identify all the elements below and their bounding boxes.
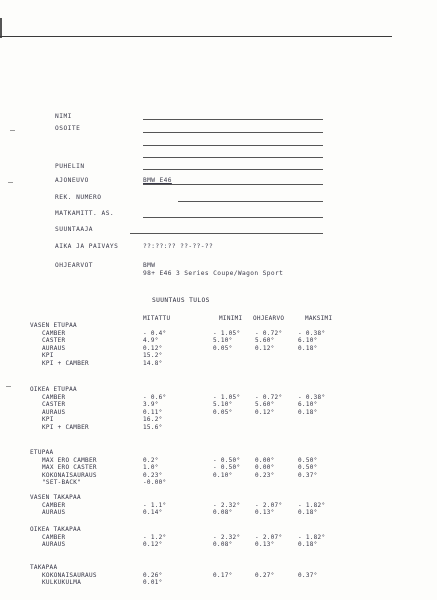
- field-puhelin[interactable]: [143, 169, 323, 170]
- field-osoite-1[interactable]: [143, 132, 323, 133]
- row-value: -0.00°: [143, 479, 167, 487]
- results-title: SUUNTAUS TULOS: [152, 297, 210, 304]
- row-label: KOKONAISAURAUS: [42, 571, 97, 579]
- row-value: 0.2°: [143, 456, 159, 464]
- margin-mark: [6, 386, 11, 387]
- value-ohje-line1: BMW: [143, 262, 156, 269]
- row-value: 0.13°: [255, 541, 275, 549]
- label-nimi: NIMI: [55, 113, 72, 120]
- field-osoite-2[interactable]: [143, 145, 323, 146]
- label-ajoneuvo: AJONEUVO: [55, 177, 89, 184]
- label-osoite: OSOITE: [55, 125, 81, 132]
- header-rule: [0, 36, 392, 37]
- row-value: 0.05°: [213, 344, 233, 352]
- row-label: CAMBER: [42, 533, 66, 541]
- row-value: 0.37°: [298, 471, 318, 479]
- row-value: - 1.1°: [143, 501, 167, 509]
- row-value: - 0.6°: [143, 393, 167, 401]
- row-value: - 1.05°: [213, 329, 241, 337]
- row-value: 0.50°: [298, 464, 318, 472]
- row-label: CAMBER: [42, 501, 66, 509]
- row-label: CASTER: [42, 337, 66, 345]
- row-value: 0.05°: [213, 408, 233, 416]
- row-value: - 0.50°: [213, 464, 241, 472]
- label-puhelin: PUHELIN: [55, 163, 85, 170]
- row-value: 0.18°: [298, 408, 318, 416]
- value-ajoneuvo: BMW E46: [143, 177, 172, 184]
- row-value: 0.18°: [298, 509, 318, 517]
- row-value: 0.00°: [255, 464, 275, 472]
- row-value: - 0.38°: [298, 329, 326, 337]
- label-ohjearvot: OHJEARVOT: [55, 262, 94, 269]
- row-value: 0.37°: [298, 571, 318, 579]
- section-heading: TAKAPAA: [30, 564, 58, 571]
- section-heading: VASEN ETUPAA: [30, 322, 77, 329]
- row-value: - 2.07°: [255, 533, 283, 541]
- column-header: MITATTU: [143, 315, 171, 322]
- row-value: 3.9°: [143, 401, 159, 409]
- row-label: AURAUS: [42, 408, 66, 416]
- row-value: - 1.2°: [143, 533, 167, 541]
- row-label: CAMBER: [42, 329, 66, 337]
- row-value: 1.0°: [143, 464, 159, 472]
- row-value: 0.18°: [298, 344, 318, 352]
- row-value: 15.6°: [143, 424, 163, 431]
- row-value: 6.10°: [298, 337, 318, 345]
- row-label: AURAUS: [42, 541, 66, 549]
- row-value: - 0.72°: [255, 393, 283, 401]
- column-header: MINIMI: [219, 315, 243, 322]
- value-aika: ??:??:?? ??-??-??: [143, 243, 214, 250]
- row-value: - 1.82°: [298, 533, 326, 541]
- field-rek[interactable]: [178, 201, 323, 202]
- row-value: 0.12°: [255, 408, 275, 416]
- row-value: 0.10°: [213, 471, 233, 479]
- row-label: KPI + CAMBER: [42, 424, 89, 431]
- row-value: - 1.05°: [213, 393, 241, 401]
- row-value: 0.23°: [255, 471, 275, 479]
- row-value: - 0.4°: [143, 329, 167, 337]
- column-header: OHJEARVO: [253, 315, 285, 322]
- row-label: KPI: [42, 416, 54, 424]
- row-label: MAX ERO CASTER: [42, 464, 97, 472]
- row-value: 0.08°: [213, 509, 233, 517]
- label-suuntaaja: SUUNTAAJA: [55, 226, 94, 233]
- row-value: 0.00°: [255, 456, 275, 464]
- row-label: AURAUS: [42, 509, 66, 517]
- row-value: 5.10°: [213, 401, 233, 409]
- row-label: CASTER: [42, 401, 66, 409]
- section-heading: ETUPAA: [30, 449, 54, 456]
- row-value: 0.12°: [143, 541, 163, 549]
- margin-mark: [10, 130, 15, 131]
- row-value: 0.18°: [298, 541, 318, 549]
- row-value: 0.12°: [143, 344, 163, 352]
- row-value: - 2.07°: [255, 501, 283, 509]
- row-value: 5.60°: [255, 337, 275, 345]
- row-value: 15.2°: [143, 352, 163, 360]
- row-value: - 0.50°: [213, 456, 241, 464]
- row-label: KULKUKULMA: [42, 579, 82, 587]
- row-value: - 0.38°: [298, 393, 326, 401]
- row-value: 0.01°: [143, 579, 163, 587]
- row-label: KPI: [42, 352, 54, 360]
- row-value: 0.13°: [255, 509, 275, 517]
- row-value: 6.10°: [298, 401, 318, 409]
- row-value: 0.23°: [143, 471, 163, 479]
- field-nimi[interactable]: [143, 119, 323, 120]
- field-osoite-3[interactable]: [143, 157, 323, 158]
- row-value: 4.9°: [143, 337, 159, 345]
- row-label: "SET-BACK": [42, 479, 82, 487]
- row-value: 0.17°: [213, 571, 233, 579]
- row-value: - 2.32°: [213, 501, 241, 509]
- section-heading: OIKEA TAKAPAA: [30, 526, 81, 533]
- page-edge-mark: [0, 18, 2, 38]
- section-heading: VASEN TAKAPAA: [30, 494, 81, 501]
- margin-mark: [8, 182, 13, 183]
- row-value: 0.08°: [213, 541, 233, 549]
- row-label: KOKONAISAURAUS: [42, 471, 97, 479]
- row-value: 5.10°: [213, 337, 233, 345]
- section-heading: OIKEA ETUPAA: [30, 386, 77, 393]
- row-value: 14.8°: [143, 360, 163, 367]
- column-header: MAKSIMI: [305, 315, 333, 322]
- row-value: - 2.32°: [213, 533, 241, 541]
- row-label: MAX ERO CAMBER: [42, 456, 97, 464]
- row-value: 0.50°: [298, 456, 318, 464]
- field-matka[interactable]: [143, 217, 323, 218]
- label-matka: MATKAMITT. AS.: [55, 210, 115, 217]
- row-label: CAMBER: [42, 393, 66, 401]
- label-rek: REK. NUMERO: [55, 194, 102, 201]
- row-label: KPI + CAMBER: [42, 360, 89, 367]
- field-ajoneuvo[interactable]: [143, 184, 323, 185]
- row-value: - 1.82°: [298, 501, 326, 509]
- row-value: 0.27°: [255, 571, 275, 579]
- row-value: 0.11°: [143, 408, 163, 416]
- row-value: 0.26°: [143, 571, 163, 579]
- value-ohje-line2: 98+ E46 3 Series Coupe/Wagon Sport: [143, 270, 284, 277]
- row-value: 5.60°: [255, 401, 275, 409]
- field-suuntaaja[interactable]: [130, 233, 323, 234]
- row-value: 16.2°: [143, 416, 163, 424]
- row-value: 0.12°: [255, 344, 275, 352]
- row-label: AURAUS: [42, 344, 66, 352]
- row-value: 0.14°: [143, 509, 163, 517]
- row-value: - 0.72°: [255, 329, 283, 337]
- label-aika: AIKA JA PAIVAYS: [55, 243, 119, 250]
